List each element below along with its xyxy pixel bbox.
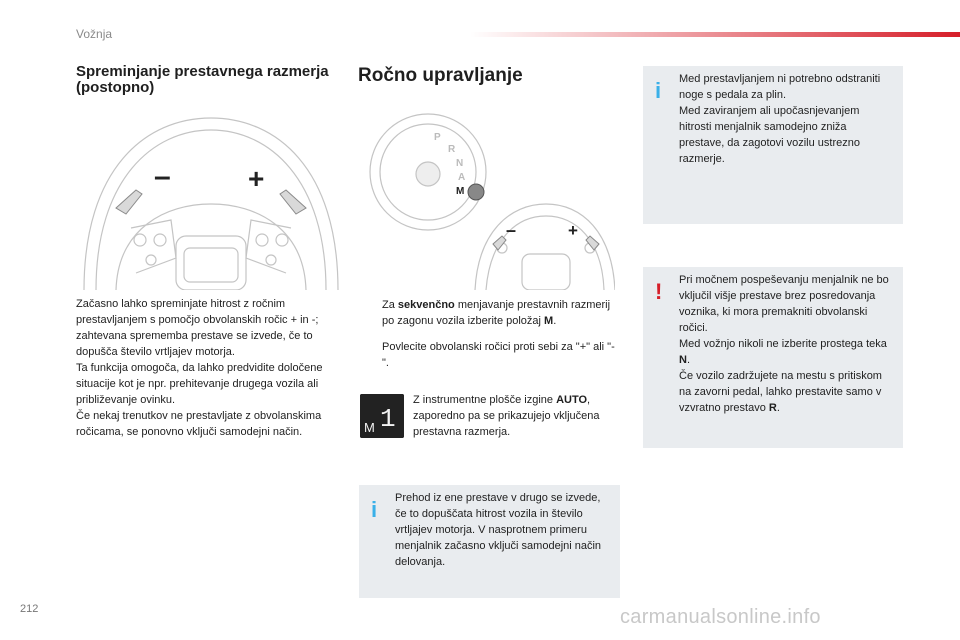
bullet-mark (362, 297, 382, 329)
left-body-p2: Ta funkcija omogoča, da lahko predvidite določene situacije kot je npr. prehitevanje drugega vozila ali približevanje ovinku. (76, 362, 323, 406)
bullet-1 (362, 297, 620, 329)
gear-m: M (456, 186, 465, 197)
middle-heading: Ročno upravljanje (358, 65, 523, 86)
section-label: Vožnja (76, 27, 113, 41)
small-plus: + (568, 221, 578, 240)
warning-icon: ! (655, 279, 663, 304)
gear-p: P (434, 132, 441, 143)
gear-r: R (448, 144, 456, 155)
info-box-shifting-text: Med prestavljanjem ni potrebno odstraniti noge s pedala za plin. Med zaviranjem ali upočasnjevanjem hitrosti menjalnik samodejno zniža prestave, da zagotovi vozilu ustrezno razmerje. (679, 73, 881, 165)
gear-knob (468, 184, 484, 200)
display-letter: M (364, 420, 375, 435)
instrument-display (360, 394, 404, 438)
plus-label: + (248, 163, 265, 194)
gear-n: N (456, 158, 464, 169)
bullet-2-text: Povlecite obvolanski ročici proti sebi za "+" ali "-". (382, 341, 615, 369)
left-body-p3: Če nekaj trenutkov ne prestavljate z obvolanskima ročicama, se ponovno vključi samodejni način. (76, 410, 322, 438)
right-paddle (280, 190, 306, 214)
left-paddle (116, 190, 142, 214)
header-accent-bar (470, 32, 960, 37)
info-icon: i (371, 497, 378, 522)
left-heading: Spreminjanje prestavnega razmerja (postopno) (76, 63, 329, 96)
info-icon: i (655, 78, 662, 103)
bullet-mark (362, 339, 382, 371)
minus-label: – (154, 160, 171, 193)
warning-box (643, 267, 903, 448)
bullet-1-text: Za sekvenčno menjavanje prestavnih razmerij po zagonu vozila izberite položaj M. (382, 299, 611, 327)
gear-selector-illustration (360, 112, 615, 290)
small-left-paddle (493, 236, 506, 250)
left-body (76, 296, 344, 440)
bullet-2 (362, 339, 620, 371)
info-box-gear-change (359, 485, 620, 598)
small-right-paddle (586, 236, 599, 250)
page-number: 212 (20, 603, 39, 615)
info-box-shifting (643, 66, 903, 224)
small-minus: – (506, 220, 517, 240)
steering-wheel-paddles-illustration (76, 108, 346, 290)
info-box-gear-change-text: Prehod iz ene prestave v drugo se izvede, če to dopuščata hitrost vozila in število vrtljajev motorja. V nasprotnem primeru menjalnik začasno vključi samodejni način delovanja. (395, 492, 602, 568)
warning-text: Pri močnem pospeševanju menjalnik ne bo vključil višje prestave brez posredovanja voznika, ki mora premakniti obvolanski ročici. Med vožnjo nikoli ne izberite prostega teka N. Če vozilo zadržujete na mestu s pritiskom na zavorni pedal, lahko prestavite samo v vzvratno prestavo R. (679, 274, 889, 414)
display-digit: 1 (380, 404, 396, 434)
gear-a: A (458, 172, 466, 183)
watermark: carmanualsonline.info (620, 606, 821, 628)
display-description: Z instrumentne plošče izgine AUTO, zaporedno pa se prikazujejo vključena prestavna razmerja. (413, 394, 600, 438)
middle-bullets (362, 297, 620, 381)
left-body-p1: Začasno lahko spreminjate hitrost z ročnim prestavljanjem s pomočjo obvolanskih ročic + in -; zahtevana sprememba prestave se izvede, če to dopušča število vrtljajev motorja. (76, 298, 319, 358)
